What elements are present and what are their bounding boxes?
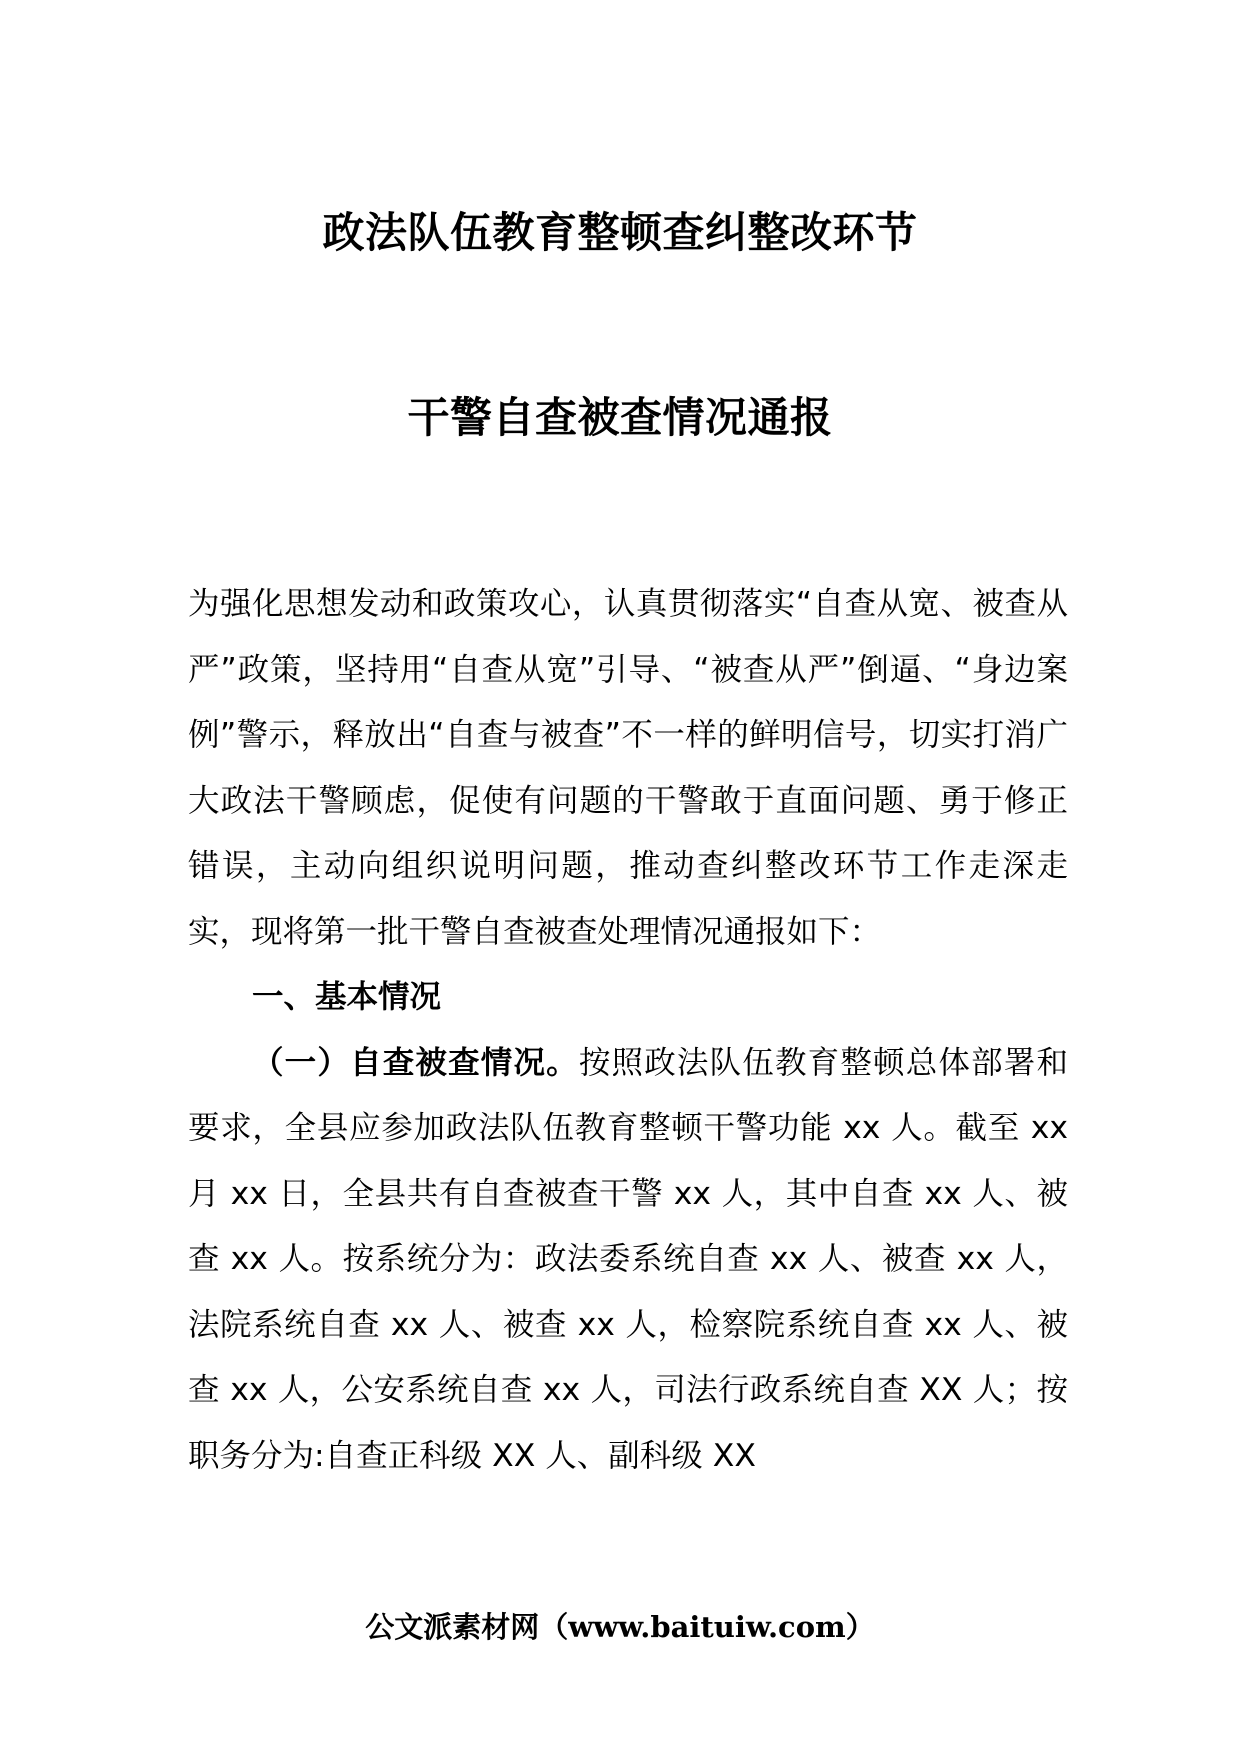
subsection-paragraph xyxy=(188,1031,1068,1490)
intro-paragraph: 为强化思想发动和政策攻心，认真贯彻落实“自查从宽、被查从严”政策，坚持用“自查从宽”引导、“被查从严”倒逼、“身边案例”警示，释放出“自查与被查”不一样的鲜明信号，切实打消广大政法干警顾虑，促使有问题的干警敢于直面问题、勇于修正错误，主动向组织说明问题，推动查纠整改环节工作走深走实，现将第一批干警自查被查处理情况通报如下： xyxy=(188,586,1068,950)
document-title-line-1: 政法队伍教育整顿查纠整改环节 xyxy=(322,208,918,257)
subsection-heading: （一）自查被查情况。 xyxy=(252,1044,579,1081)
subsection-text: 按照政法队伍教育整顿总体部署和要求，全县应参加政法队伍教育整顿干警功能 xx 人。截至 xx 月 xx 日，全县共有自查被查干警 xx 人，其中自查 xx 人、被查 xx 人。按系统分为：政法委系统自查 xx 人、被查 xx 人，法院系统自查 xx 人、被查 xx 人，检察院系统自查 xx 人、被查 xx 人，公安系统自查 xx 人，司法行政系统自查 XX 人；按职务分为:自查正科级 XX 人、副科级 XX xyxy=(188,1044,1068,1474)
document-body xyxy=(188,572,1068,1489)
document-title-line-2: 干警自查被查情况通报 xyxy=(407,393,833,442)
footer-watermark: 公文派素材网（www.baituiw.com） xyxy=(365,1610,875,1644)
section-heading: 一、基本情况 xyxy=(252,979,442,1015)
